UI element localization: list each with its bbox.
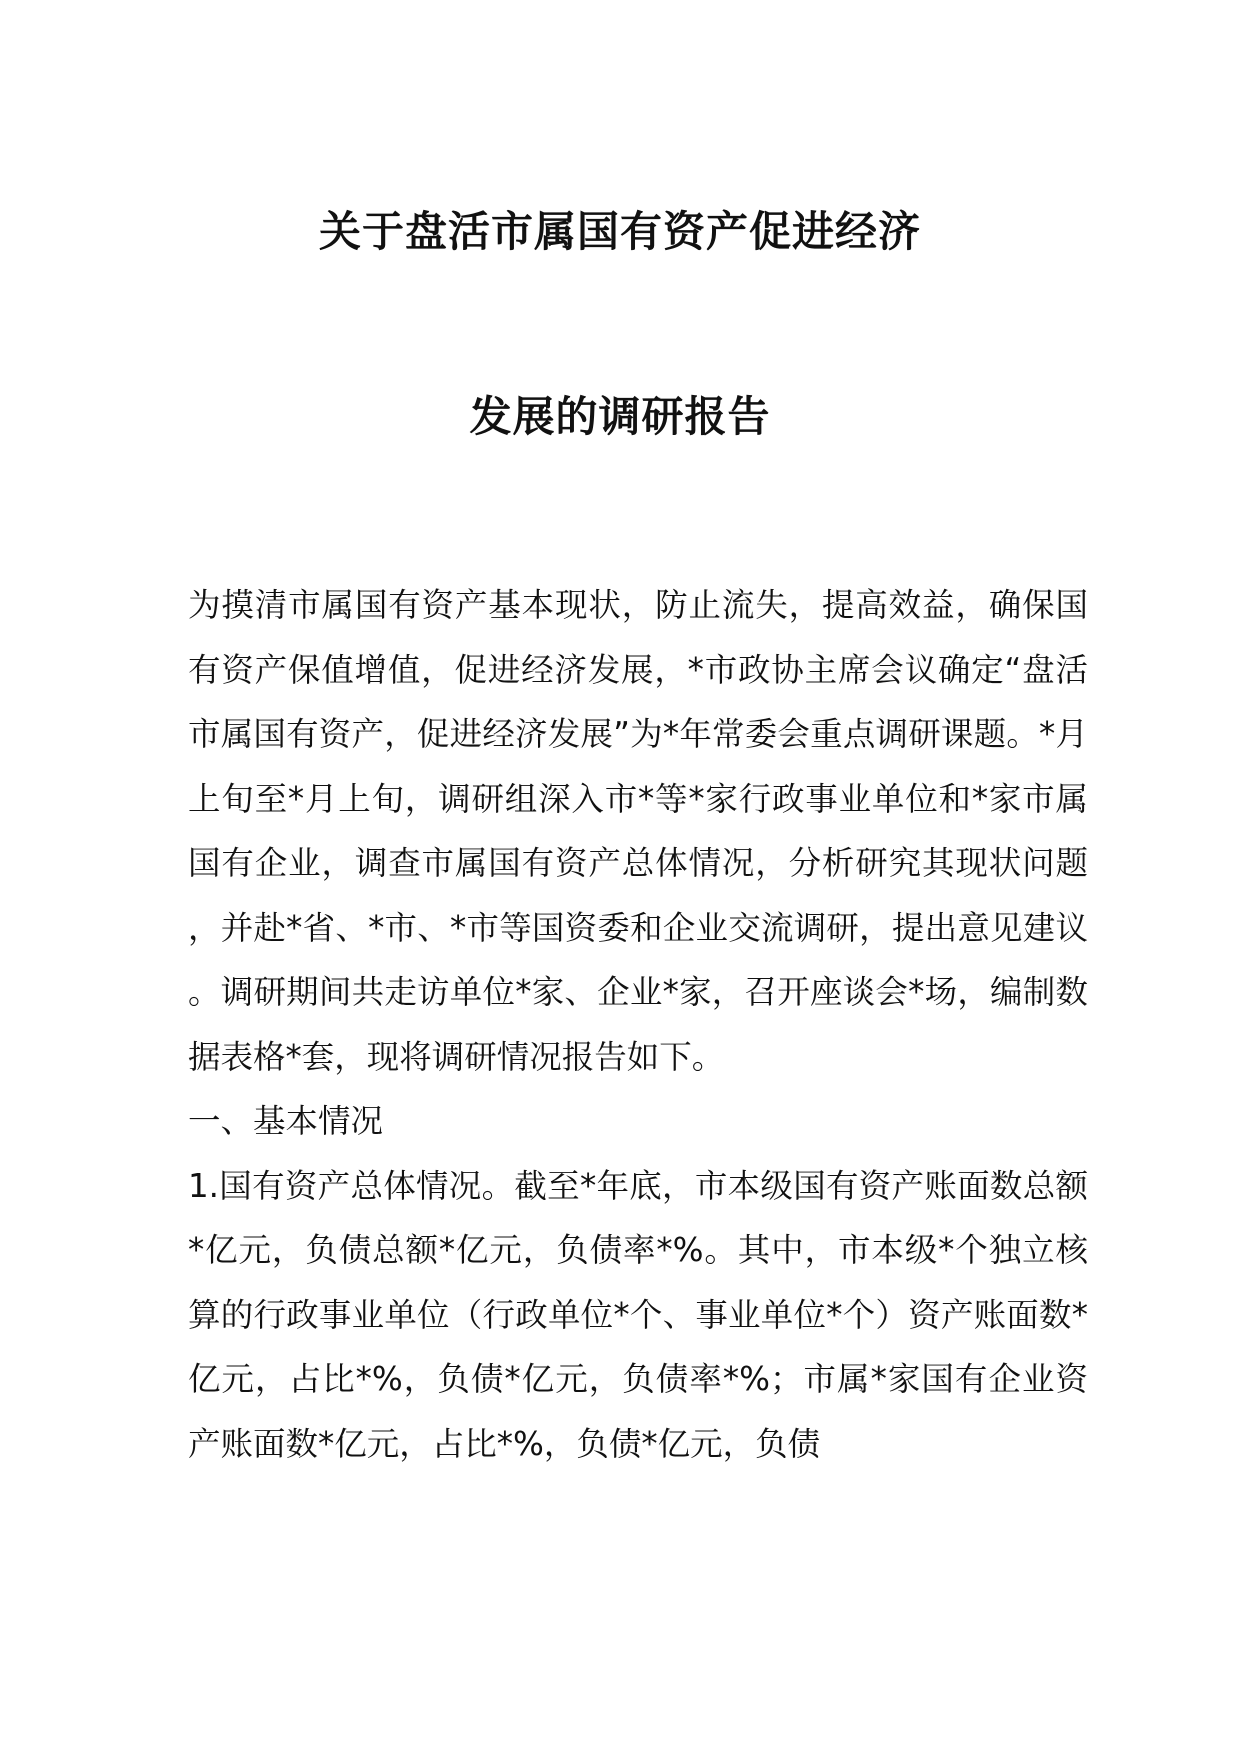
section-paragraph-1: 1.国有资产总体情况。截至*年底，市本级国有资产账面数总额*亿元，负债总额*亿元，负债率*%。其中，市本级*个独立核算的行政事业单位（行政单位*个、事业单位*个）资产账面数*亿元，占比*%，负债*亿元，负债率*%；市属*家国有企业资产账面数*亿元，占比*%，负债*亿元，负债 (188, 1166, 1088, 1463)
intro-paragraph: 为摸清市属国有资产基本现状，防止流失，提高效益，确保国有资产保值增值，促进经济发展，*市政协主席会议确定“盘活市属国有资产，促进经济发展”为*年常委会重点调研课题。*月上旬至*月上旬，调研组深入市*等*家行政事业单位和*家市属国有企业，调查市属国有资产总体情况，分析研究其现状问题，并赴*省、*市、*市等国资委和企业交流调研，提出意见建议。调研期间共走访单位*家、企业*家，召开座谈会*场，编制数据表格*套，现将调研情况报告如下。 (188, 586, 1088, 1076)
document-body (188, 573, 1088, 1476)
section-heading: 一、基本情况 (188, 1102, 384, 1140)
document-title-line-2: 发展的调研报告 (469, 392, 771, 441)
document-title-line-1: 关于盘活市属国有资产促进经济 (318, 207, 921, 256)
